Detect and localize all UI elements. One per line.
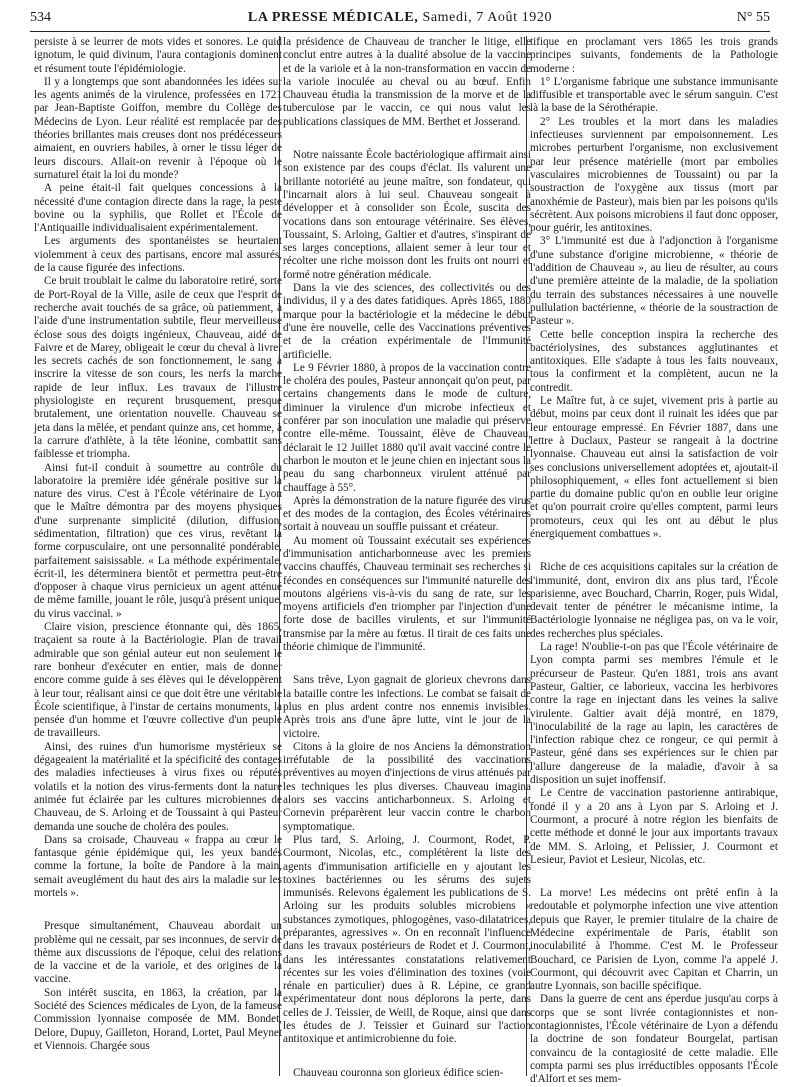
paragraph: Son intérêt suscita, en 1863, la création, par la Société des Sciences médicales de Lyon, de la fameuse Commission lyonnaise composée de MM. Bondet, Delore, Dupuy, Gailleton, Horand, Lortet, Paul Meynet et Viennois. Chargée sous — [34, 986, 282, 1052]
text-column-2 — [283, 36, 531, 1079]
page-number: 534 — [30, 10, 51, 25]
journal-title — [30, 10, 770, 26]
paragraph: tifique en proclamant vers 1865 les trois grands principes suivants, fondements de la Pathologie moderne : — [530, 36, 778, 75]
paragraph: Notre naissante École bactériologique affirmait ainsi son existence par des coups d'éclat. Ils valurent une brillante notoriété au jeune maître, son fondateur, qui l'incarnait alors à lui seul. Chauveau songeait à développer et à consolider son École, suscita des vocations dans son entourage vétérinaire. Ses élèves, Toussaint, S. Arloing, Galtier et d'autres, s'inspirant de ses larges conceptions, allaient semer à leur tour et récolter une riche moisson dont les fruits ont nourri et formé notre génération médicale. — [283, 149, 531, 281]
paragraph: 3° L'immunité est due à l'adjonction à l'organisme d'une substance d'origine microbienne, « théorie de l'addition de Chauveau », au lieu de résulter, au cours d'une première atteinte de la maladie, de la spoliation du terrain des substances nécessaires à une nouvelle pullulation bactérienne, « théorie de la soustraction de Pasteur ». — [530, 235, 778, 328]
paragraph: Dans la guerre de cent ans éperdue jusqu'au corps à corps que se sont livrée contagionnistes et non-contagionnistes, l'École vétérinaire de Lyon a défendu la doctrine de son fondateur Bourgelat, partisan convaincu de la contagiosité de cette maladie. Elle compta parmi ses plus irréductibles opposants l'École d'Alfort et ses mem- — [530, 993, 778, 1086]
page-header — [30, 10, 770, 30]
issue-number: N° 55 — [736, 10, 770, 25]
paragraph: Cette belle conception inspira la recherche des bactériolysines, des substances agglutinantes et antitoxiques. Elle s'adapte à tous les faits nouveaux, tous la confirment et la complètent, aucun ne la contredit. — [530, 328, 778, 394]
journal-date: Samedi, 7 Août 1920 — [418, 10, 553, 25]
paragraph: Riche de ces acquisitions capitales sur la création de l'immunité, dont, environ dix ans plus tard, l'École parisienne, avec Bouchard, Charrin, Roger, puis Widal, devait tenter de pénétrer le mécanisme intime, la Bactériologie lyonnaise ne négligea pas, on va le voir, des recherches plus spéciales. — [530, 561, 778, 640]
paragraph: Après la démonstration de la nature figurée des virus et des modes de la contagion, des Écoles vétérinaires sortait à nouveau un souffle puissant et créateur. — [283, 494, 531, 534]
paragraph: Dans sa croisade, Chauveau « frappa au cœur le fantasque génie épidémique qui, les yeux bandés comme la fortune, la boîte de Pandore à la main, semait aveuglément du haut des airs la maladie sur les mortels ». — [34, 833, 282, 899]
paragraph: 2° Les troubles et la mort dans les maladies infectieuses surviennent par empoisonnement. Les microbes perturbent l'organisme, non exclusivement par leur présence matérielle (mort par embolies vasculaires microbiennes de Toussaint) ou par la soustraction de l'oxygène aux tissus (mort par anoxhémie de Pasteur), mais bien par les poisons qu'ils sécrètent. Aux poisons microbiens il faut donc opposer, pour guérir, les antitoxines. — [530, 115, 778, 235]
paragraph: Dans la vie des sciences, des collectivités ou des individus, il y a des dates fatidiques. Après 1865, 1880 marque pour la bactériologie et la médecine le début d'une ère nouvelle, celle des Vaccinations préventives et de la création expérimentale de l'Immunité artificielle. — [283, 282, 531, 361]
journal-name: LA PRESSE MÉDICALE, — [247, 10, 419, 25]
paragraph: La morve! Les médecins ont prêté enfin à la redoutable et polymorphe infection une vive attention depuis que Rayer, le premier titulaire de la chaire de Médecine expérimentale de Paris, établit son inoculabilité à l'homme. C'est M. le Professeur Bouchard, ce Parisien de Lyon, comme l'a appelé J. Courmont, qui découvrit avec Capitan et Charrin, un autre Lyonnais, son bacille spécifique. — [530, 887, 778, 993]
paragraph: Presque simultanément, Chauveau abordait un problème qui ne cessait, par ses inconnues, de servir de thème aux discussions de l'époque, celui des relations de la vaccine et de la variole, et des origines de la vaccine. — [34, 920, 282, 986]
paragraph: Plus tard, S. Arloing, J. Courmont, Rodet, P. Courmont, Nicolas, etc., complétèrent la liste des agents d'immunisation artificielle en y ajoutant les toxines bactériennes ou les sérums des sujets immunisés. Relevons également les publications de S. Arloing sur les produits solubles microbiens « substances zymotiques, phlogogènes, vaso-dilatatrices, préparantes, agressives ». On en reconnaît l'influence dans les travaux postérieurs de Rodet et J. Courmont, dans les intéressantes constatations relativement récentes sur les voies d'élimination des toxines (voie rénale en particulier) dues à R. Lépine, ce grand expérimentateur dont nous déplorons la perte, dans celles de J. Teissier, de Weill, de Roque, ainsi que dans les études de J. Teissier et Guinard sur l'action antitoxique et antimicrobienne du foie. — [283, 833, 531, 1046]
paragraph: Sans trêve, Lyon gagnait de glorieux chevrons dans la bataille contre les infections. Le combat se faisait de plus en plus ardent contre nos ennemis invisibles. Après trois ans d'une âpre lutte, vint le jour de la victoire. — [283, 674, 531, 740]
paragraph: A peine était-il fait quelques concessions à la nécessité d'une contagion directe dans la rage, la peste bovine ou la syphilis, que Rollet et l'École de l'Antiquaille individualisaient expérimentalement. — [34, 182, 282, 235]
paragraph: La rage! N'oublie-t-on pas que l'École vétérinaire de Lyon compta parmi ses membres l'émule et le précurseur de Pasteur. Qu'en 1881, trois ans avant Pasteur, Galtier, ce laborieux, vaccina les herbivores contre la rage en injectant dans les veines la salive virulente. Galtier avait déjà montré, en 1879, l'inoculabilité de la rage au lapin, les caractères de l'infection rabique chez ce rongeur, ce qui permit à Pasteur, géné dans ses expériences sur le chien par l'allure dangereuse de la maladie, d'avoir à sa disposition un sujet inoffensif. — [530, 641, 778, 787]
paragraph: Il y a longtemps que sont abandonnées les idées sur les agents animés de la virulence, professées en 1721 par Jean-Baptiste Goiffon, membre du Collège des Médecins de Lyon. Leur réalité est remplacée par des théories brillantes mais creuses dont nos prédécesseurs aimaient, en ouvriers habiles, à orner le tissu léger de leurs discours. Allait-on revenir à l'époque où le surnaturel était la loi du monde? — [34, 75, 282, 181]
paragraph: Le Centre de vaccination pastorienne antirabique, fondé il y a 20 ans à Lyon par S. Arloing et J. Courmont, a procuré à notre région les bienfaits de cette méthode et donné le jour aux importants travaux de MM. S. Arloing, et Pelissier, J. Courmont et Lesieur, Paviot et Lesieur, Nicolas, etc. — [530, 787, 778, 866]
paragraph: Claire vision, prescience étonnante qui, dès 1865, traçaient sa route à la Bactériologie. Plan de travail admirable que son génial auteur eut non seulement le rare bonheur d'exécuter en entier, mais de donner encore comme guide à ses élèves qui le développèrent à leur tour, réalisant ainsi ce que doit être une véritable École scientifique, à l'instar de certains monuments, la pensée d'un homme et l'œuvre collective d'un peuple de travailleurs. — [34, 621, 282, 740]
header-rule — [30, 31, 770, 32]
paragraph: Chauveau couronna son glorieux édifice scien- — [293, 1066, 504, 1079]
paragraph: 1° L'organisme fabrique une substance immunisante diffusible et transportable avec le sérum sanguin. C'est là la base de la Sérothérapie. — [530, 75, 778, 115]
paragraph: Le Maître fut, à ce sujet, vivement pris à partie au début, moins par ceux dont il ruinait les idées que par leur entourage empressé. En Février 1887, dans une lettre à Duclaux, Pasteur se rangeait à la doctrine lyonnaise. Chauveau eut ainsi la satisfaction de voir ses conclusions universellement adoptées et, ajoutait-il philosophiquement, « elles font actuellement si bien partie du domaine public qu'on en oublie leur origine et qu'on pourrait croire qu'elles comptent, parmi leurs promoteurs, ceux qui les ont au début le plus énergiquement combattues ». — [530, 395, 778, 540]
paragraph: Au moment où Toussaint exécutait ses expériences d'immunisation anticharbonneuse avec les premiers vaccins chauffés, Chauveau terminait ses recherches si fécondes en conséquences sur l'immunité naturelle des moutons algériens vis-à-vis du sang de rate, sur les moyens artificiels d'en triompher par l'injection d'une forte dose de bacilles virulents, et sur l'immunité transmise par la mère au fœtus. Il tirait de ces faits une théorie chimique de l'immunité. — [283, 534, 531, 654]
text-column-1 — [34, 36, 282, 1076]
paragraph: Le 9 Février 1880, à propos de la vaccination contre le choléra des poules, Pasteur annonçait qu'on peut, par certains changements dans le mode de culture, diminuer la virulence d'un microbe infectieux et conférer par son inoculation une maladie qui préserve contre elle-même. Toussaint, élève de Chauveau, déclarait le 12 Juillet 1880 qu'il avait vacciné contre le charbon le mouton et le jeune chien en injectant sous la peau du sang charbonneux virulent atténué par chauffage à 55°. — [283, 361, 531, 494]
paragraph: Les arguments des spontanéistes se heurtaient violemment à ceux des partisans, encore mal assurés, de la cause figurée des infections. — [34, 235, 282, 275]
text-column-3 — [530, 36, 778, 1086]
paragraph: Ce bruit troublait le calme du laboratoire retiré, sorte de Port-Royal de la Ville, asile de ceux que l'esprit de recherche avait touchés de sa grâce, où patiemment, à l'aide d'une instrumentation subtile, fleur merveilleuse éclose sous des doigts ingénieux, Chauveau, aidé de Faivre et de Marey, obligeait le cœur du cheval à livrer les secrets cachés de son fonctionnement, le sang à inscrire la vitesse de son cours, les nerfs la marche rapide de leur influx. Les travaux de l'illustre physiologiste en reçurent brusquement, presque brutalement, une orientation nouvelle. Chauveau se jeta dans la mêlée, et pendant quinze ans, cet homme, à la carrure d'athlète, à la tête léonine, combattit sans faiblesse et triompha. — [34, 275, 282, 461]
paragraph: Ainsi fut-il conduit à soumettre au contrôle du laboratoire la première idée générale positive sur la nature des virus. C'est à l'École vétérinaire de Lyon que le Maître démontra par des moyens physiques d'une surprenante simplicité (dilution, diffusion, sédimentation, filtration) que ces virus, revêtant la forme corpusculaire, ont une personnalité pondérable, parfaitement saisissable. « La méthode expérimentale, écrit-il, les déterminera bientôt et permettra peut-être d'opposer à chaque virus pernicieux un agent atténué de même famille, jouant le rôle, jusqu'à présent unique, du virus vaccinal. » — [34, 461, 282, 620]
paragraph: la présidence de Chauveau de trancher le litige, elle conclut entre autres à la dualité absolue de la vaccine et de la variole et à la non-transformation en vaccin de la variole inoculée au cheval ou au bœuf. Enfin Chauveau étudia la transmission de la morve et de la tuberculose par le vaccin, ce qui nous valut les publications classiques de MM. Berthet et Josserand. — [283, 36, 531, 128]
paragraph: persiste à se leurrer de mots vides et sonores. Le quid ignotum, le quid divinum, l'aura contagionis dominent et résument toute l'épidémiologie. — [34, 36, 282, 75]
paragraph: Ainsi, des ruines d'un humorisme mystérieux se dégageaient la matérialité et la spécificité des contages des maladies infectieuses à virus fixes ou réputés volatils et la notion des virus-ferments dont la nature animée fut éclairée par les cultures microbiennes de Chauveau, de S. Arloing et de Toussaint à qui Pasteur demanda une souche de choléra des poules. — [34, 740, 282, 833]
paragraph: Citons à la gloire de nos Anciens la démonstration irréfutable de la possibilité des vaccinations préventives au moyen d'injections de virus atténués par les techniques les plus diverses. Chauveau imagina alors ses vaccins anticharbonneux. S. Arloing et Cornevin préparèrent leur vaccin contre le charbon symptomatique. — [283, 740, 531, 833]
